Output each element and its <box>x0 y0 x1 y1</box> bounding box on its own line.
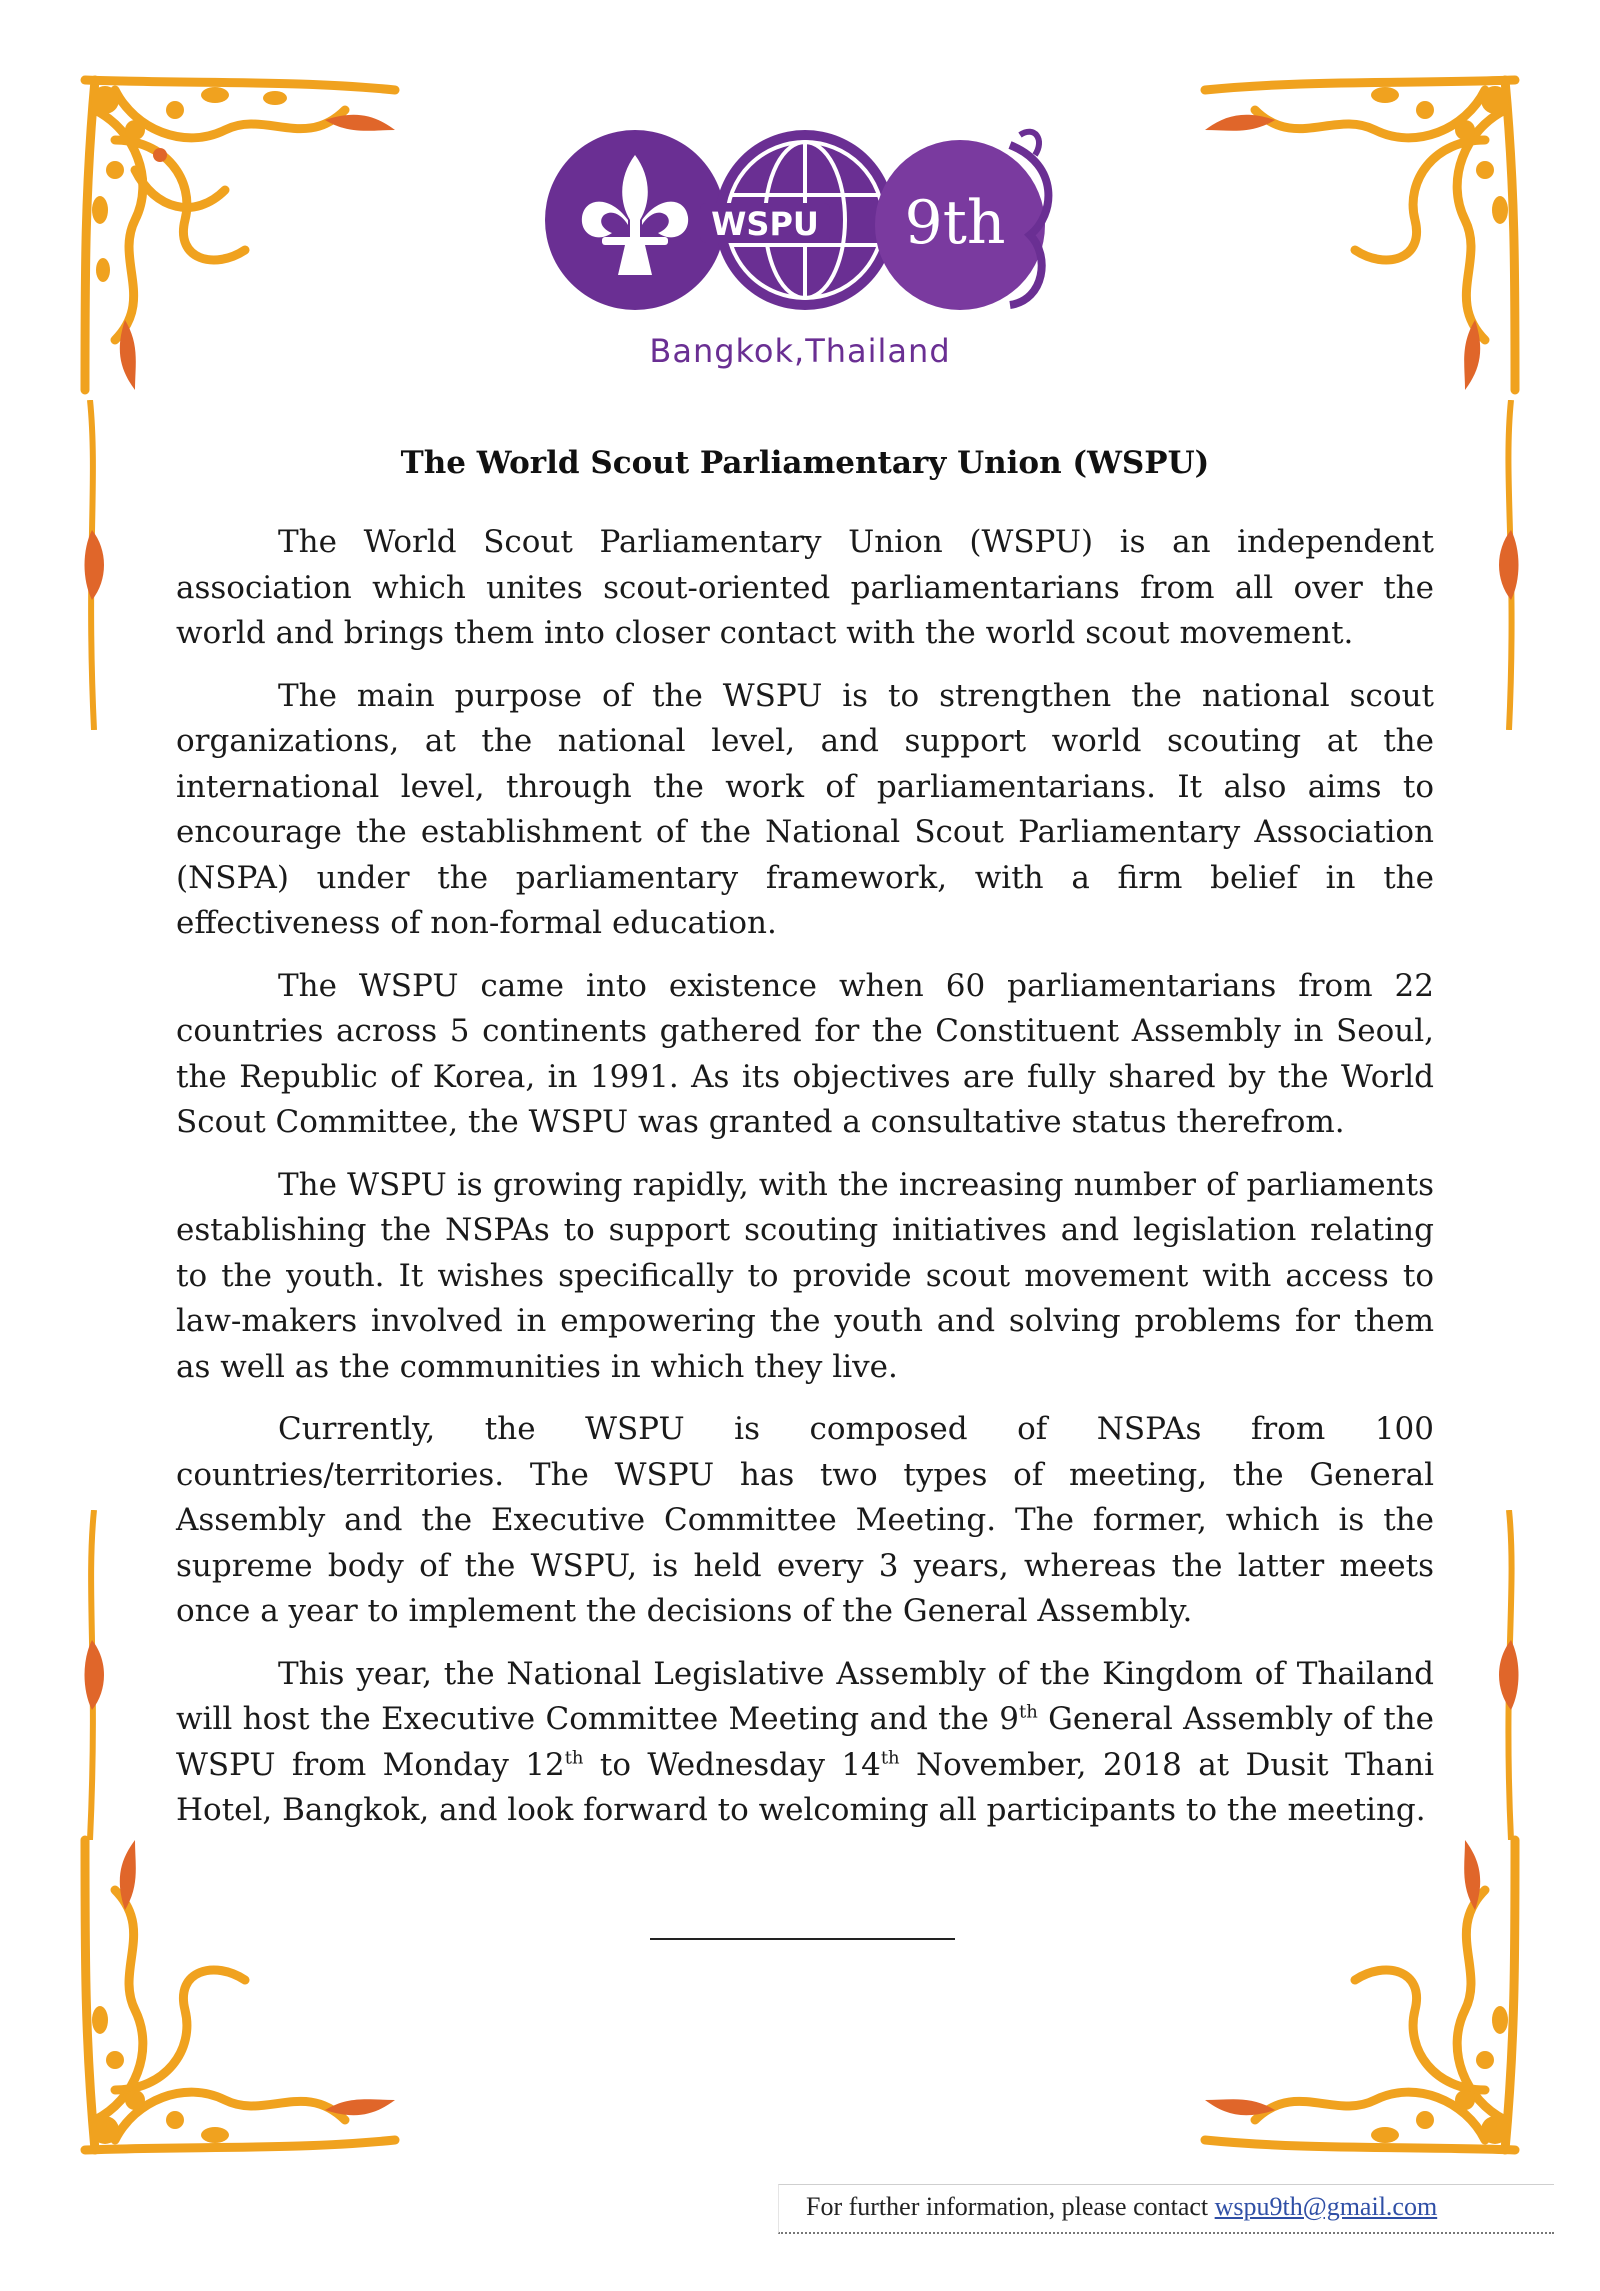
ornament-corner-bottom-left <box>75 1830 405 2160</box>
superscript-th: th <box>1018 1701 1038 1723</box>
logo-city: Bangkok,Thailand <box>649 332 951 370</box>
contact-label: For further information, please contact <box>806 2192 1215 2221</box>
ornament-vine-right-upper <box>1485 400 1525 730</box>
ornament-corner-top-right <box>1195 70 1525 400</box>
wspu-logo <box>540 125 1060 355</box>
paragraph-6-part-a: This year, the National Legislative Assembly of the Kingdom of Thailand will host the Executive Committee Meeting and the 9 <box>176 1655 1434 1737</box>
paragraph-6-part-c: to Wednesday 14 <box>583 1746 881 1783</box>
paragraph-4: The WSPU is growing rapidly, with the increasing number of parliaments establishing the NSPAs to support scouting initiatives and legislation relating to the youth. It wishes specifically to provide scout movement with access to law-makers involved in empowering the youth and solving problems for them as well as the communities in which they live. <box>176 1166 1434 1385</box>
paragraph-6-part-d: November, 2018 at Dusit Thani Hotel, Bangkok, and look forward to welcoming all participants to the meeting. <box>176 1746 1434 1828</box>
ornament-vine-right-lower <box>1485 1510 1525 1840</box>
superscript-th: th <box>880 1747 900 1769</box>
ornament-corner-bottom-right <box>1195 1830 1525 2160</box>
ornament-corner-top-left <box>75 70 405 400</box>
page-title: The World Scout Parliamentary Union (WSPU) <box>400 445 1210 481</box>
closing-rule <box>650 1938 955 1940</box>
contact-email-link[interactable]: wspu9th@gmail.com <box>1214 2192 1438 2221</box>
paragraph-3: The WSPU came into existence when 60 parliamentarians from 22 countries across 5 continents gathered for the Constituent Assembly in Seoul, the Republic of Korea, in 1991. As its objectives are fully shared by the World Scout Committee, the WSPU was granted a consultative status therefrom. <box>176 967 1434 1140</box>
paragraph-5: Currently, the WSPU is composed of NSPAs from 100 countries/territories. The WSPU has two types of meeting, the General Assembly and the Executive Committee Meeting. The former, which is the supreme body of the WSPU, is held every 3 years, whereas the latter meets once a year to implement the decisions of the General Assembly. <box>176 1411 1434 1629</box>
ornament-vine-left-upper <box>78 400 118 730</box>
contact-line <box>806 2192 1546 2222</box>
paragraph-1: The World Scout Parliamentary Union (WSPU) is an independent association which unites scout-oriented parliamentarians from all over the world and brings them into closer contact with the world scout movement. <box>176 524 1434 651</box>
paragraph-2: The main purpose of the WSPU is to strengthen the national scout organizations, at the national level, and support world scouting at the international level, through the work of parliamentarians. It also aims to encourage the establishment of the National Scout Parliamentary Association (NSPA) under the parliamentary framework, with a firm belief in the effectiveness of non-formal education. <box>176 677 1434 941</box>
paragraph-6 <box>176 1652 1434 1834</box>
body-text <box>176 520 1434 1851</box>
superscript-th: th <box>564 1747 584 1769</box>
paragraph-6-part-b: General Assembly of the WSPU from Monday 12 <box>176 1701 1434 1783</box>
logo-edition-text: 9th <box>904 188 1006 258</box>
logo-wspu-text: WSPU <box>711 205 819 243</box>
ornament-vine-left-lower <box>78 1510 118 1840</box>
